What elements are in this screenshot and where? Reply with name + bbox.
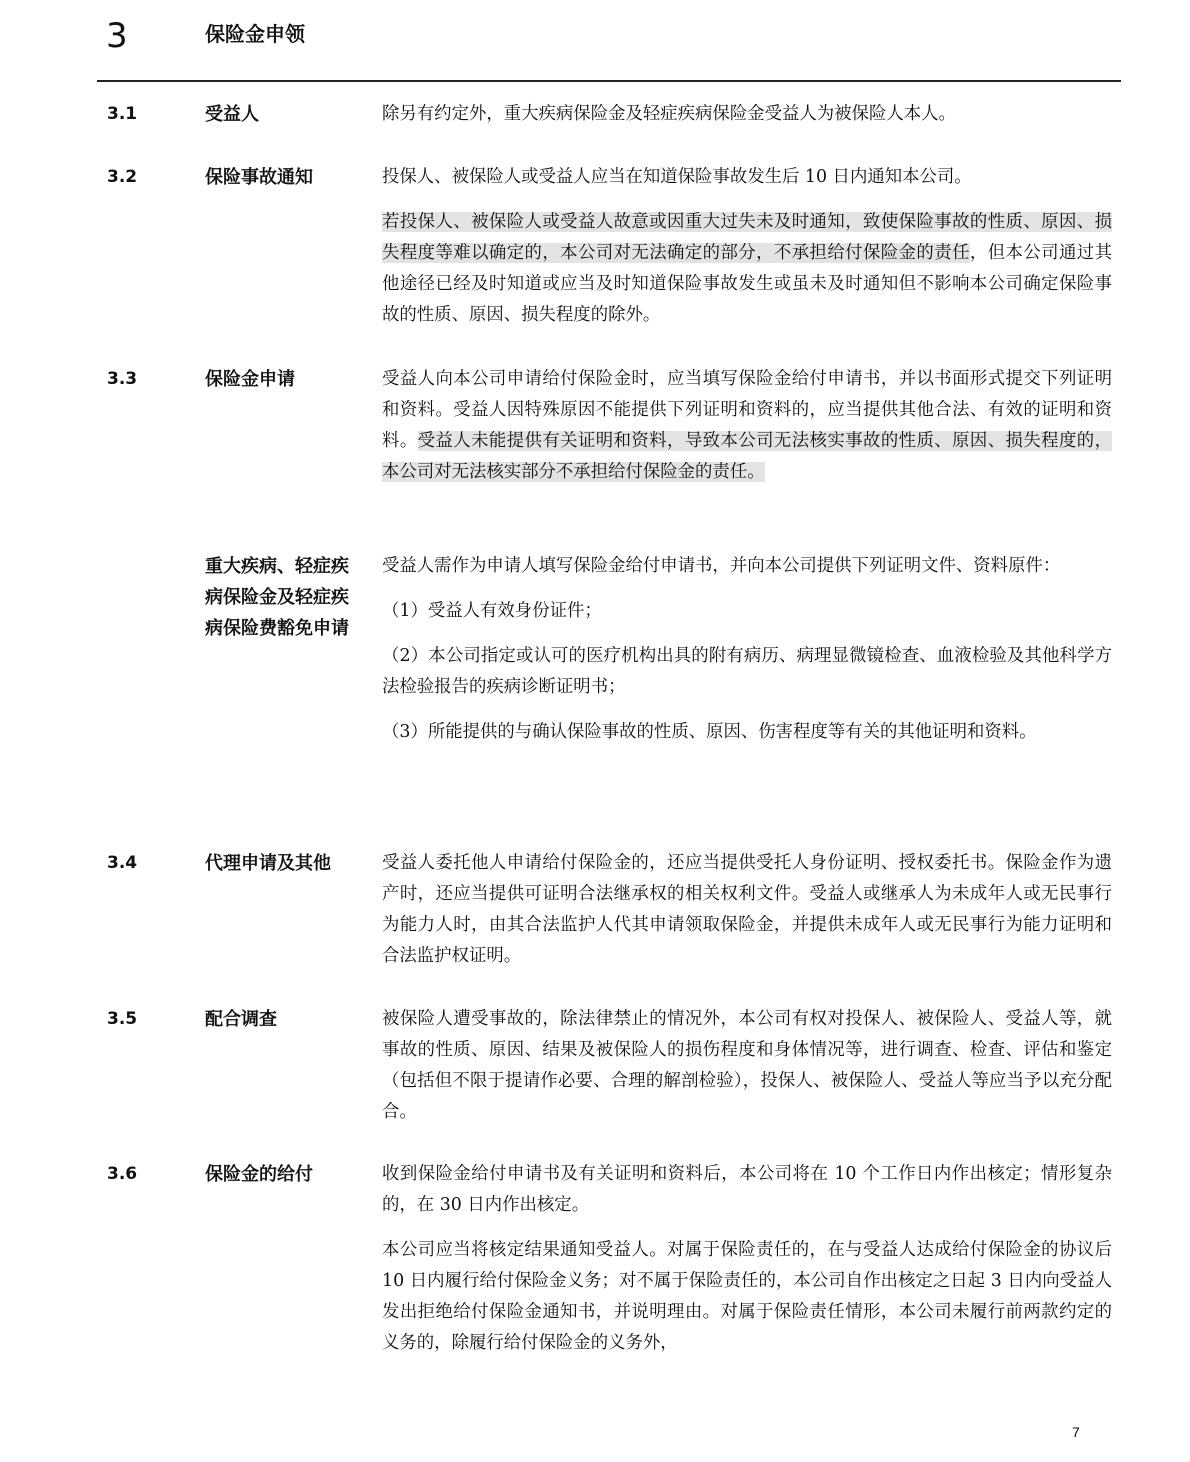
paragraph: 收到保险金给付申请书及有关证明和资料后，本公司将在 10 个工作日内作出核定；情形复杂的，在 30 日内作出核定。 xyxy=(382,1164,1112,1215)
section-number: 3.1 xyxy=(107,104,138,124)
paragraph: 受益人需作为申请人填写保险金给付申请书，并向本公司提供下列证明文件、资料原件： xyxy=(382,556,1061,576)
paragraph-text: ，但本公司通过其他途径已经及时知道或应当及时知道保险事故发生或虽未及时通知但不影响本公司确定保险事故的性质、原因、损失程度的除外。 xyxy=(382,243,1112,325)
section-heading: 受益人 xyxy=(205,104,259,125)
section-number: 3.4 xyxy=(107,853,138,873)
paragraph: 除另有约定外，重大疾病保险金及轻症疾病保险金受益人为被保险人本人。 xyxy=(382,104,956,124)
section-body xyxy=(382,848,1112,986)
highlighted-text: 受益人未能提供有关证明和资料，导致本公司无法核实事故的性质、原因、损失程度的，本公司对无法核实部分不承担给付保险金的责任。 xyxy=(382,431,1112,482)
page-number: 7 xyxy=(1072,1424,1080,1440)
section-body xyxy=(382,364,1112,502)
paragraph xyxy=(382,364,1112,488)
section-heading: 保险金申请 xyxy=(205,369,295,390)
section-body xyxy=(382,1159,1112,1373)
section-number: 3.2 xyxy=(107,167,138,187)
section-heading: 重大疾病、轻症疾病保险金及轻症疾病保险费豁免申请 xyxy=(205,556,349,639)
chapter-number: 3 xyxy=(106,16,128,56)
paragraph-text: 受益人向本公司申请给付保险金时，应当填写保险金给付申请书，并以书面形式提交下列证明和资料。受益人因特殊原因不能提供下列证明和资料的，应当提供其他合法、有效的证明和资料。 xyxy=(382,369,1112,451)
paragraph: 受益人委托他人申请给付保险金的，还应当提供受托人身份证明、授权委托书。保险金作为遗产时，还应当提供可证明合法继承权的相关权利文件。受益人或继承人为未成年人或无民事行为能力人时，由其合法监护人代其申请领取保险金，并提供未成年人或无民事行为能力证明和合法监护权证明。 xyxy=(382,853,1112,966)
chapter-title: 保险金申领 xyxy=(205,22,305,46)
section-body xyxy=(382,1004,1112,1142)
list-item: （3）所能提供的与确认保险事故的性质、原因、伤害程度等有关的其他证明和资料。 xyxy=(382,722,1037,742)
section-number: 3.5 xyxy=(107,1009,138,1029)
section-heading: 保险事故通知 xyxy=(205,167,313,188)
list-item: （2）本公司指定或认可的医疗机构出具的附有病历、病理显微镜检查、血液检验及其他科学方法检验报告的疾病诊断证明书； xyxy=(382,646,1112,697)
paragraph: 被保险人遭受事故的，除法律禁止的情况外，本公司有权对投保人、被保险人、受益人等，就事故的性质、原因、结果及被保险人的损伤程度和身体情况等，进行调查、检查、评估和鉴定（包括但不限于提请作必要、合理的解剖检验），投保人、被保险人、受益人等应当予以充分配合。 xyxy=(382,1009,1112,1122)
section-heading: 配合调查 xyxy=(205,1009,277,1030)
section-heading: 保险金的给付 xyxy=(205,1164,313,1185)
section-body xyxy=(382,99,1112,144)
section-number: 3.6 xyxy=(107,1164,138,1184)
list-item: （1）受益人有效身份证件； xyxy=(382,601,602,621)
section-body xyxy=(382,162,1112,345)
paragraph: 投保人、被保险人或受益人应当在知道保险事故发生后 10 日内通知本公司。 xyxy=(382,167,972,187)
paragraph: 本公司应当将核定结果通知受益人。对属于保险责任的，在与受益人达成给付保险金的协议后 10 日内履行给付保险金义务；对不属于保险责任的，本公司自作出核定之日起 3 日内向受益人发出拒绝给付保险金通知书，并说明理由。对属于保险责任情形，本公司未履行前两款约定的义务的，除履行给付保险金的义务外， xyxy=(382,1240,1112,1353)
highlighted-text: 若投保人、被保险人或受益人故意或因重大过失未及时通知，致使保险事故的性质、原因、损失程度等难以确定的，本公司对无法确定的部分，不承担给付保险金的责任 xyxy=(382,212,1112,263)
section-number: 3.3 xyxy=(107,369,138,389)
section-body xyxy=(382,551,1112,762)
chapter-divider xyxy=(97,80,1121,82)
paragraph xyxy=(382,207,1112,331)
section-heading: 代理申请及其他 xyxy=(205,853,331,874)
